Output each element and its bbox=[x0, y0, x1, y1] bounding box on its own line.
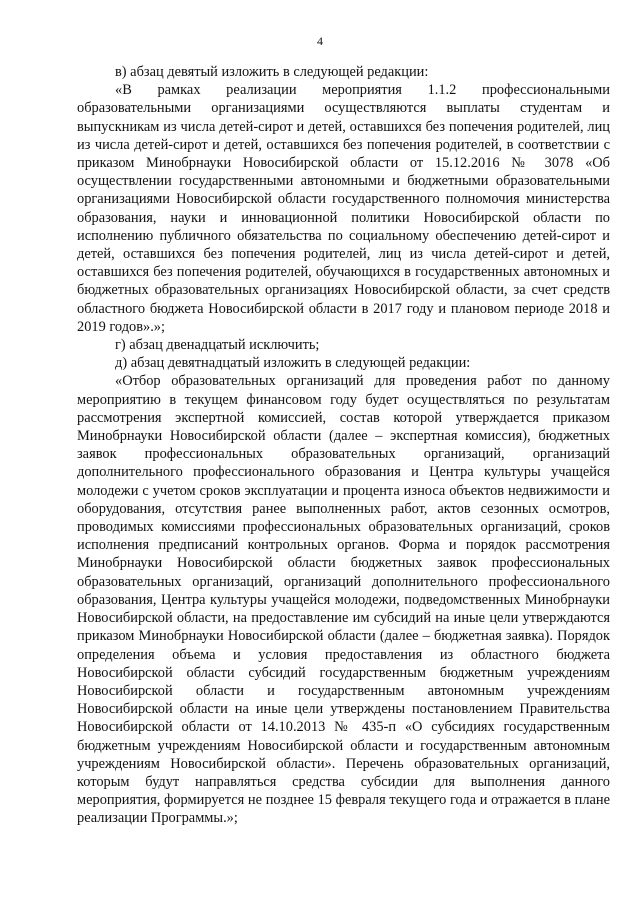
paragraph-item-g: г) абзац двенадцатый исключить; bbox=[115, 337, 320, 354]
paragraph-item-v: в) абзац девятый изложить в следующей редакции: bbox=[115, 64, 429, 80]
page-number: 4 bbox=[317, 34, 323, 48]
paragraph-item-d: д) абзац девятнадцатый изложить в следующей редакции: bbox=[115, 355, 471, 372]
document-body bbox=[77, 63, 610, 828]
quoted-paragraph-measure-1-1-2: «В рамках реализации мероприятия 1.1.2 профессиональными образовательными организациями осуществляются выплаты студентам и выпускникам из числа детей-сирот и детей, оставшихся без попечения родителей, лиц из числа детей-сирот и детей, оставшихся без попечения родителей, в соответствии с приказом Минобрнауки Новосибирской области от 15.12.2016 № 3078 «Об осуществлении государственными автономными и бюджетными образовательными организациями Новосибирской области государственного полномочия министерства образования, науки и инновационной политики Новосибирской области по исполнению публичного обязательства по социальному обеспечению детей-сирот и детей, оставшихся без попечения родителей, лиц из числа детей-сирот и детей, оставшихся без попечения родителей, обучающихся в государственных автономных и бюджетных образовательных организациях Новосибирской области, за счет средств областного бюджета Новосибирской области в 2017 году и плановом периоде 2018 и 2019 годов».»; bbox=[77, 82, 610, 335]
quoted-paragraph-selection-procedure: «Отбор образовательных организаций для проведения работ по данному мероприятию в текущем финансовом году будет осуществляться по результатам рассмотрения экспертной комиссией, состав которой утверждается приказом Минобрнауки Новосибирской области (далее – экспертная комиссия), бюджетных заявок профессиональных образовательных организаций, организаций дополнительного профессионального образования и Центра культуры учащейся молодежи с учетом сроков эксплуатации и процента износа объектов недвижимости и оборудования, отсутствия ранее выполненных работ, актов сезонных осмотров, проводимых комиссиями профессиональных образовательных организаций, сроков исполнения предписаний контрольных органов. Форма и порядок рассмотрения Минобрнауки Новосибирской области бюджетных заявок профессиональных образовательных организаций, организаций дополнительного профессионального образования, Центра культуры учащейся молодежи, подведомственных Минобрнауки Новосибирской области, на предоставление им субсидий на иные цели утверждаются приказом Минобрнауки Новосибирской области (далее – бюджетная заявка). Порядок определения объема и условия предоставления из областного бюджета Новосибирской области субсидий государственным бюджетным учреждениям Новосибирской области и государственным автономным учреждениям Новосибирской области на иные цели утверждены постановлением Правительства Новосибирской области от 14.10.2013 № 435-п «О субсидиях государственным бюджетным учреждениям Новосибирской области и государственным автономным учреждениям Новосибирской области». Перечень образовательных организаций, которым будут направляться средства субсидии для выполнения данного мероприятия, формируется не позднее 15 февраля текущего года и отражается в плане реализации Программы.»; bbox=[77, 373, 610, 827]
